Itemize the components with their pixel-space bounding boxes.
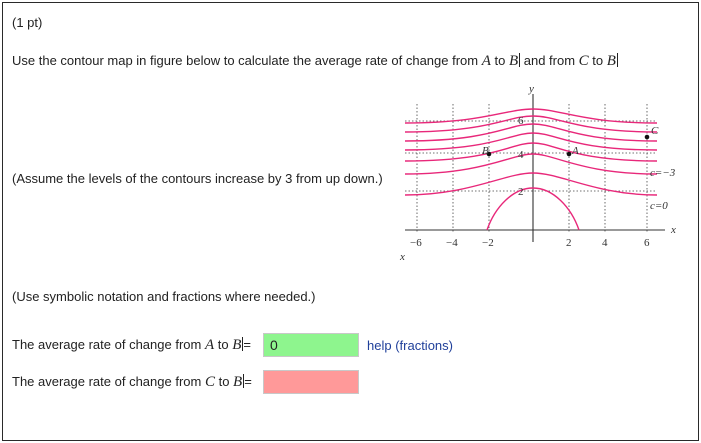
notation-note: (Use symbolic notation and fractions where needed.) [12, 289, 316, 304]
point-b-symbol: B [232, 337, 242, 353]
point-b-label: B [482, 145, 489, 157]
instruction-text [12, 53, 618, 70]
instruction-text-part: to [490, 53, 509, 68]
answer-label-2 [12, 374, 252, 391]
equals-sign: = [243, 337, 251, 352]
answer-label-text: The average rate of change from [12, 337, 205, 352]
answer-label-1 [12, 337, 251, 354]
point-a-marker [567, 152, 572, 157]
answer-label-text: The average rate of change from [12, 374, 205, 389]
answer-input-c-to-b[interactable] [263, 370, 359, 394]
point-b-symbol: B [606, 53, 616, 69]
y-tick-label: 4 [518, 149, 524, 161]
y-tick-label: 6 [518, 115, 524, 127]
point-b-symbol: B [508, 53, 519, 69]
point-c-marker [645, 135, 650, 140]
point-a-symbol: A [204, 337, 215, 353]
answer-label-text: to [214, 374, 234, 389]
point-c-symbol: C [204, 374, 215, 390]
equals-sign: = [244, 374, 252, 389]
contour-map-figure [395, 82, 695, 264]
answer-input-c-to-b-field[interactable] [264, 371, 358, 393]
point-b-symbol: B [233, 374, 243, 390]
x-tick-label: −6 [410, 237, 422, 249]
point-c-label: C [651, 125, 659, 137]
point-c-symbol: C [578, 53, 589, 69]
x-tick-label: −4 [446, 237, 458, 249]
assumption-text: (Assume the levels of the contours increase by 3 from up down.) [12, 171, 383, 186]
x-tick-label: 4 [602, 237, 608, 249]
x-axis-label: x [671, 224, 676, 236]
instruction-text-part: and from [520, 53, 579, 68]
point-a-label: A [572, 145, 579, 157]
instruction-text-part: to [588, 53, 607, 68]
help-fractions-link[interactable]: help (fractions) [367, 338, 453, 353]
answer-input-a-to-b-field[interactable] [264, 334, 358, 356]
answer-label-text: to [214, 337, 233, 352]
instruction-text-part: Use the contour map in figure below to calculate the average rate of change from [12, 53, 482, 68]
y-axis-label: y [529, 83, 534, 95]
x-tick-label: 6 [644, 237, 650, 249]
answer-input-a-to-b[interactable] [263, 333, 359, 357]
x-corner-label: x [400, 251, 405, 263]
points-label: (1 pt) [12, 15, 43, 30]
point-a-symbol: A [481, 53, 491, 69]
x-tick-label: 2 [566, 237, 572, 249]
x-tick-label: −2 [482, 237, 494, 249]
contour-label-top: c=−3 [650, 167, 676, 179]
contour-label-bottom: c=0 [650, 200, 668, 212]
text-cursor [617, 53, 618, 67]
y-tick-label: 2 [518, 186, 524, 198]
